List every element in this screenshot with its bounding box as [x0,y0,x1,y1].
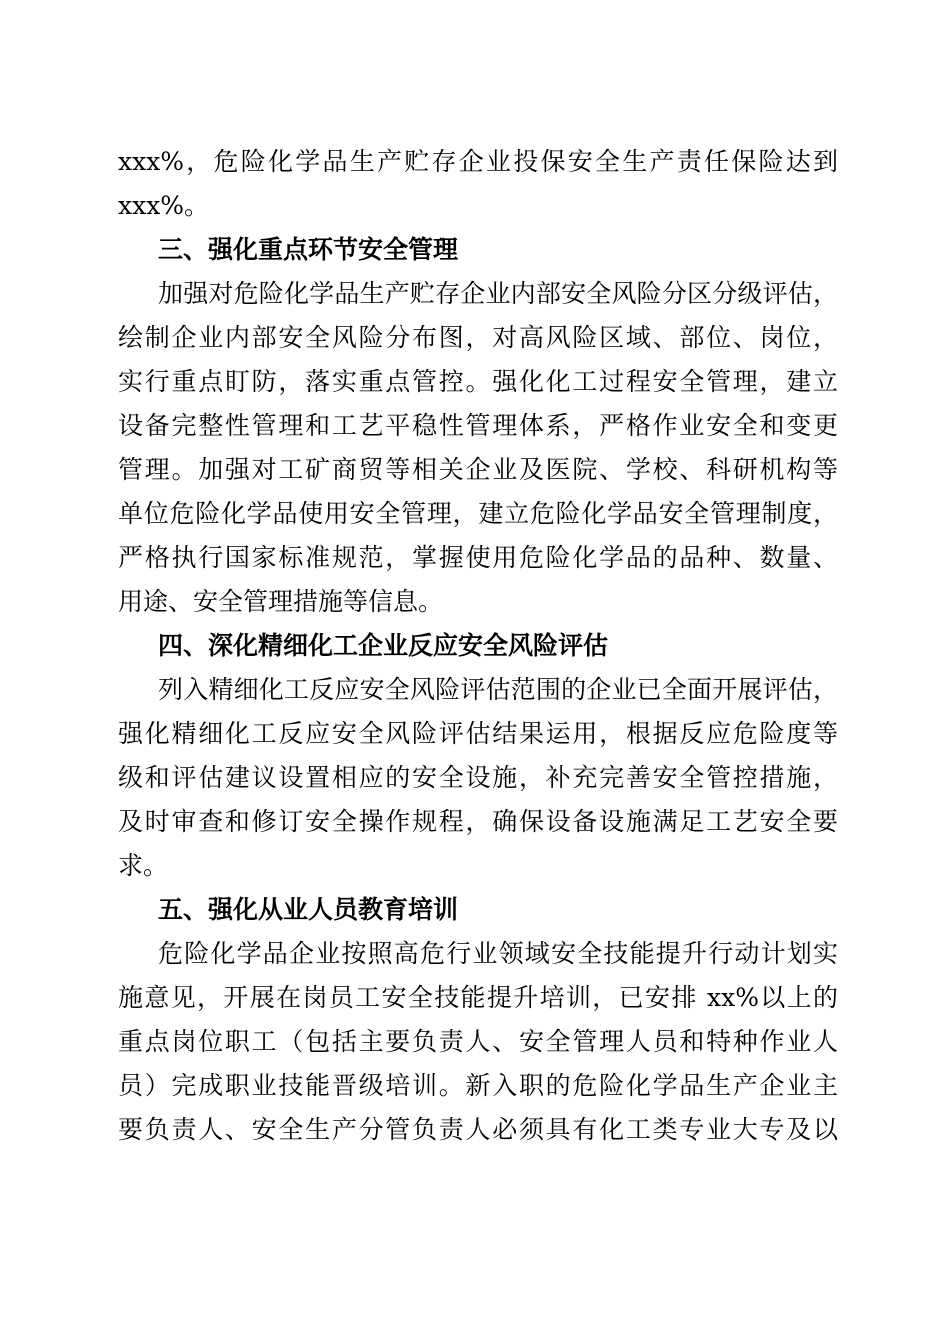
paragraph-line: xxx%，危险化学品生产贮存企业投保安全生产责任保险达到 [118,147,838,176]
paragraph-line: 加强对危险化学品生产贮存企业内部安全风险分区分级评估， [158,279,838,308]
paragraph-line: 级和评估建议设置相应的安全设施，补充完善安全管控措施， [118,763,838,792]
paragraph-line: 设备完整性管理和工艺平稳性管理体系，严格作业安全和变更 [118,411,838,440]
paragraph-line: 用途、安全管理措施等信息。 [118,587,444,616]
paragraph-line: 管理。加强对工矿商贸等相关企业及医院、学校、科研机构等 [118,455,838,484]
paragraph-line: 单位危险化学品使用安全管理，建立危险化学品安全管理制度， [118,499,838,528]
paragraph-line: 实行重点盯防，落实重点管控。强化化工过程安全管理，建立 [118,367,838,396]
section-heading-4: 四、深化精细化工企业反应安全风险评估 [158,631,609,660]
paragraph-line: 严格执行国家标准规范，掌握使用危险化学品的品种、数量、 [118,543,838,572]
paragraph-line: 及时审查和修订安全操作规程，确保设备设施满足工艺安全要 [118,807,838,836]
paragraph-line: 列入精细化工反应安全风险评估范围的企业已全面开展评估， [158,675,838,704]
paragraph-line: 求。 [118,851,169,880]
paragraph-line: 施意见，开展在岗员工安全技能提升培训，已安排 xx%以上的 [118,983,838,1012]
paragraph-line: xxx%。 [118,191,210,220]
paragraph-line: 危险化学品企业按照高危行业领域安全技能提升行动计划实 [158,939,838,968]
paragraph-line: 重点岗位职工（包括主要负责人、安全管理人员和特种作业人 [118,1027,838,1056]
paragraph-line: 要负责人、安全生产分管负责人必须具有化工类专业大专及以 [118,1115,838,1144]
paragraph-line: 强化精细化工反应安全风险评估结果运用，根据反应危险度等 [118,719,838,748]
paragraph-line: 员）完成职业技能晋级培训。新入职的危险化学品生产企业主 [118,1071,838,1100]
paragraph-line: 绘制企业内部安全风险分布图，对高风险区域、部位、岗位， [118,323,838,352]
section-heading-3: 三、强化重点环节安全管理 [158,235,459,264]
section-heading-5: 五、强化从业人员教育培训 [158,895,459,924]
